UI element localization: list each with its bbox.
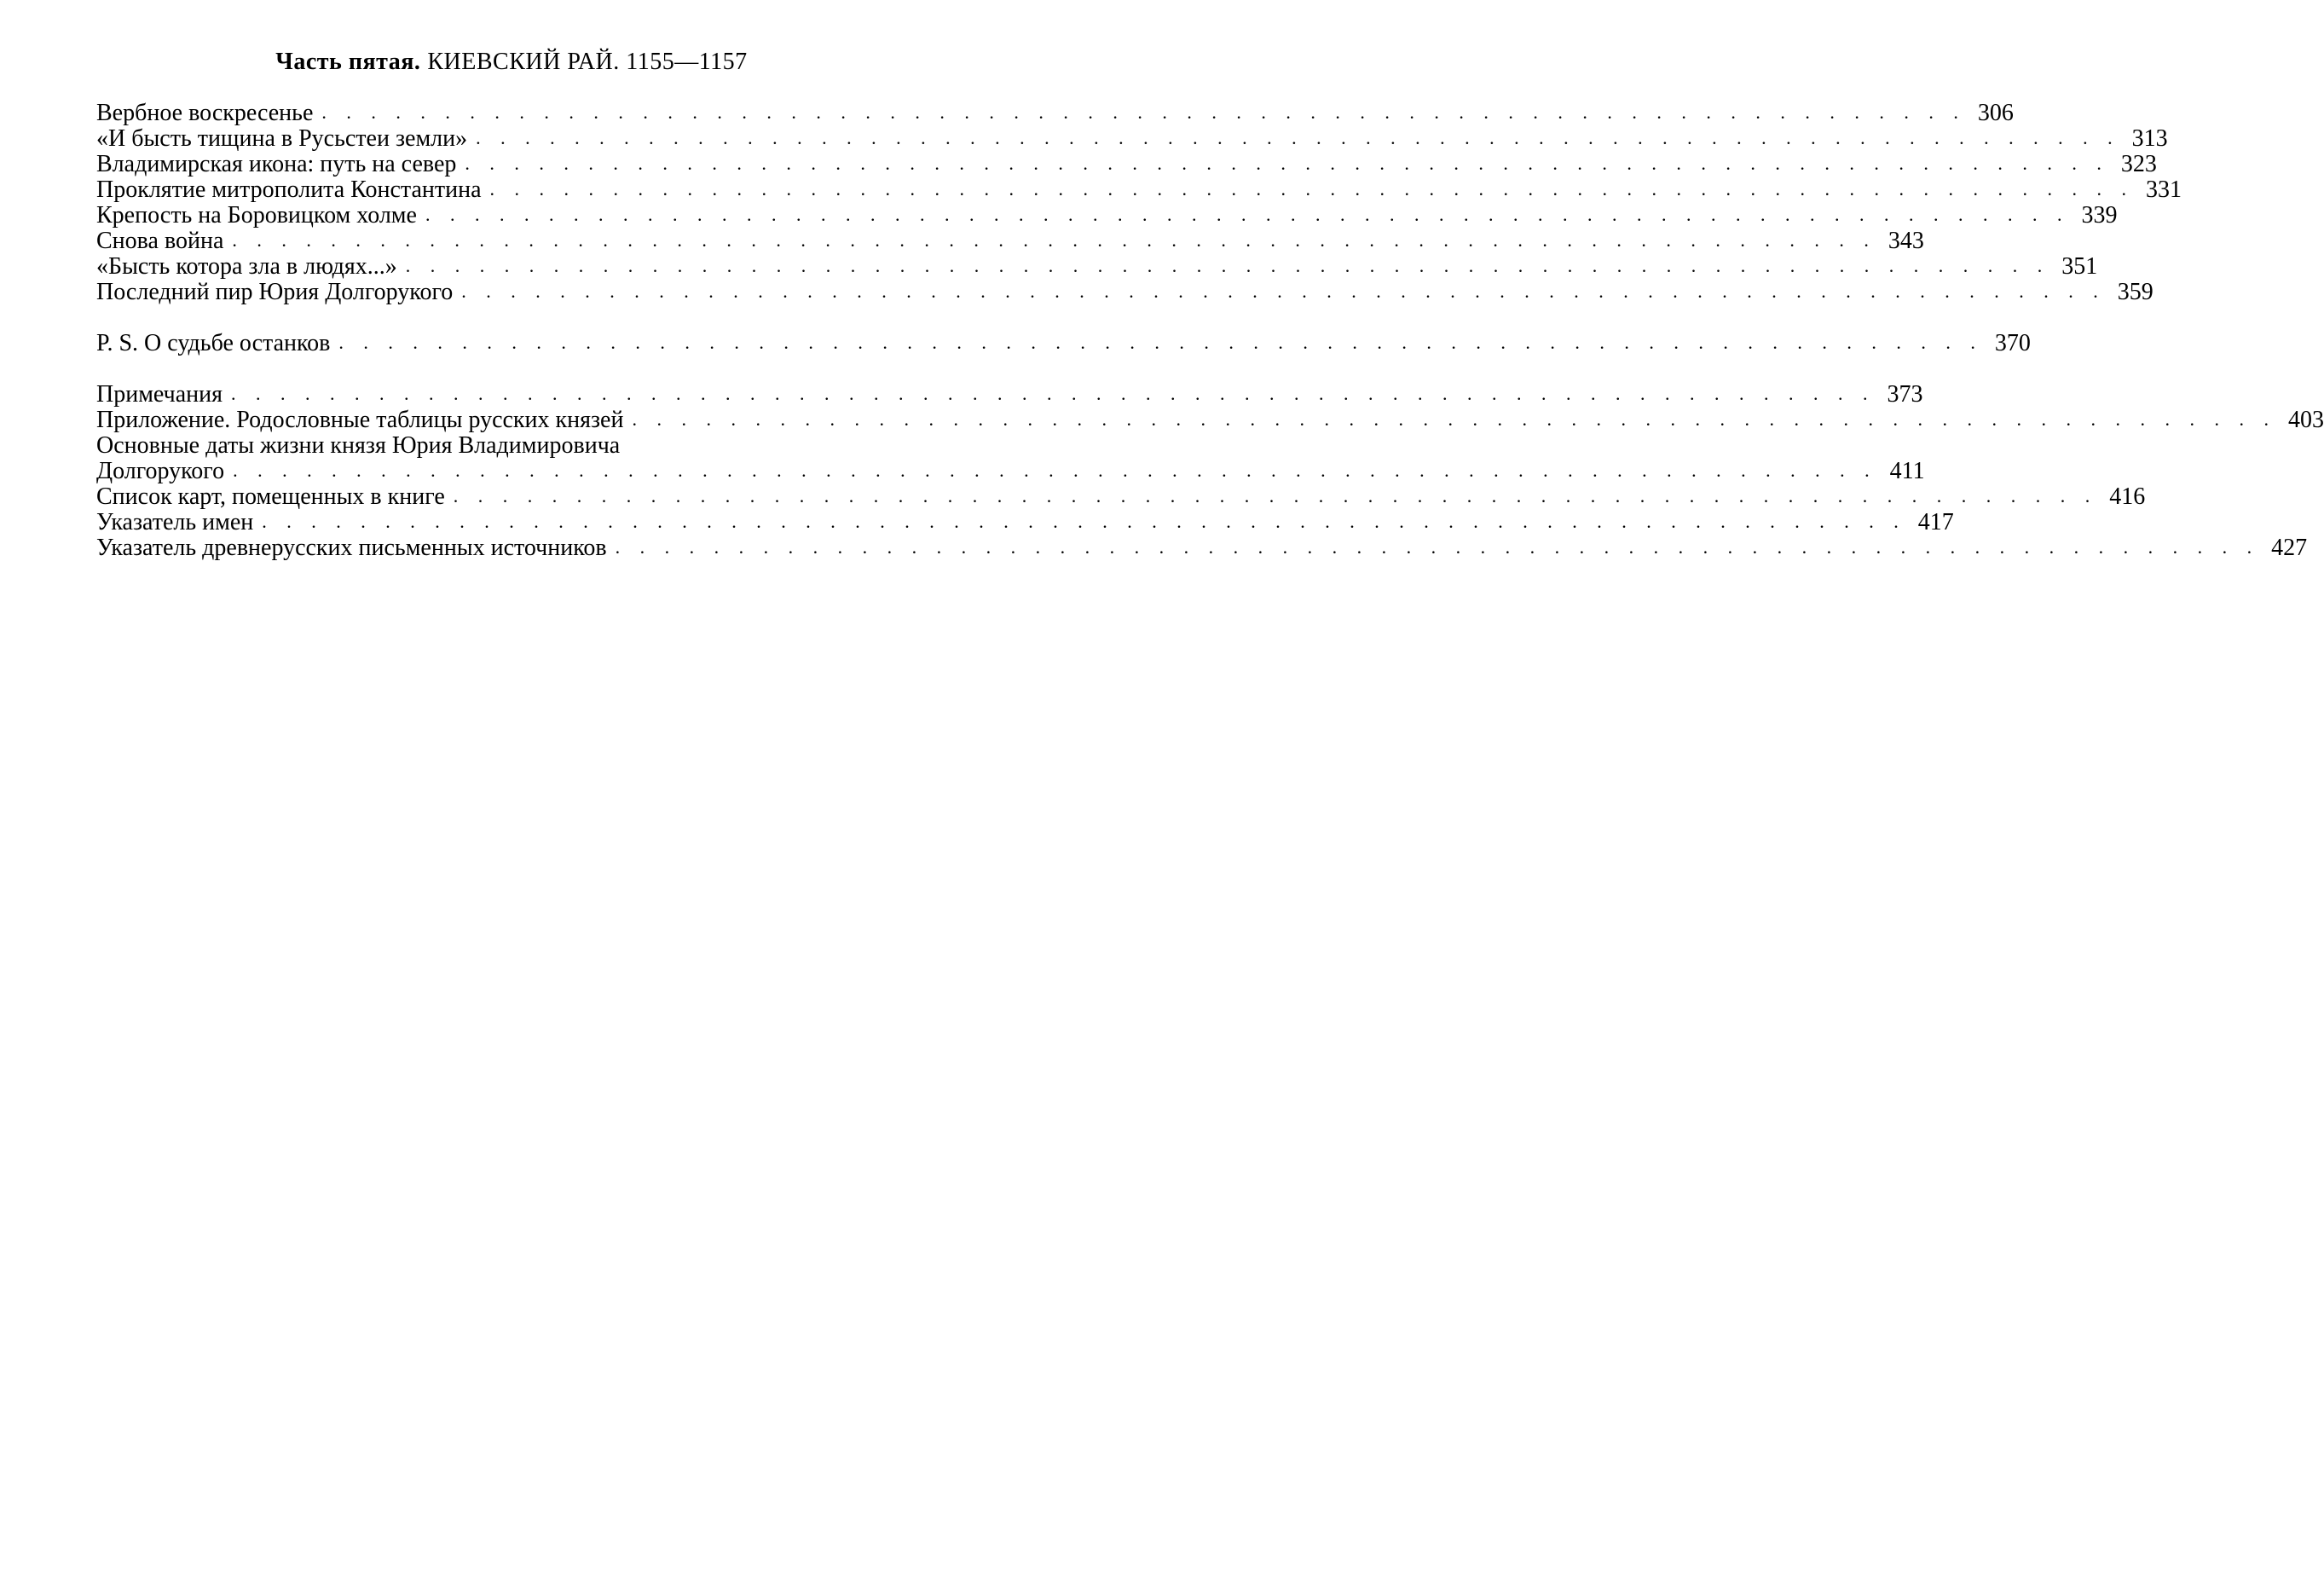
entry-title: Вербное воскресенье [96,100,314,126]
dot-leader: . . . . . . . . . . . . . . . . . . . . . . . . . . . . . . . . . . . . . . . . . . . . . . . . . . . . . . . . . . . . . . . . . . . [321,101,1966,123]
page-number: 359 [2117,279,2153,305]
toc-postscript [96,330,2031,356]
toc-entry[interactable] [96,458,1925,484]
toc-entry[interactable] [96,100,2014,126]
toc-entry[interactable] [96,381,1923,408]
page-number: 373 [1887,381,1923,408]
entry-title: Владимирская икона: путь на север [96,151,457,177]
entry-title: Список карт, помещенных в книге [96,483,445,510]
entry-title: Приложение. Родословные таблицы русских князей [96,407,624,433]
toc-chapters [96,100,2182,305]
dot-leader: . . . . . . . . . . . . . . . . . . . . . . . . . . . . . . . . . . . . . . . . . . . . . . . . . . . . . . . . . . . . . . . . . . . [489,178,2134,200]
toc-entry-title-line[interactable] [96,433,923,459]
dot-leader: . . . . . . . . . . . . . . . . . . . . . . . . . . . . . . . . . . . . . . . . . . . . . . . . . . . . . . . . . . . . . . . . . . . [461,281,2106,302]
dot-leader: . . . . . . . . . . . . . . . . . . . . . . . . . . . . . . . . . . . . . . . . . . . . . . . . . . . . . . . . . . . . . . . . . . . [231,383,1876,404]
dot-leader: . . . . . . . . . . . . . . . . . . . . . . . . . . . . . . . . . . . . . . . . . . . . . . . . . . . . . . . . . . . . . . . . . . . [615,536,2260,558]
entry-title: P. S. О судьбе останков [96,330,331,356]
entry-title: Крепость на Боровицком холме [96,202,417,229]
entry-title: Указатель древнерусских письменных источников [96,535,607,561]
entry-title: Последний пир Юрия Долгорукого [96,279,454,305]
page-number: 339 [2081,202,2118,229]
dot-leader: . . . . . . . . . . . . . . . . . . . . . . . . . . . . . . . . . . . . . . . . . . . . . . . . . . . . . . . . . . . . . . . . . . . [233,460,1877,481]
toc-entry[interactable] [96,509,1954,535]
toc-appendices [96,381,2324,561]
dot-leader: . . . . . . . . . . . . . . . . . . . . . . . . . . . . . . . . . . . . . . . . . . . . . . . . . . . . . . . . . . . . . . . . . . . [632,408,2276,430]
part-heading [0,48,1023,77]
dot-leader: . . . . . . . . . . . . . . . . . . . . . . . . . . . . . . . . . . . . . . . . . . . . . . . . . . . . . . . . . . . . . . . . . . . [232,229,1876,251]
entry-title: Снова война [96,228,224,254]
entry-title: Примечания [96,381,223,408]
entry-title: Проклятие митрополита Константина [96,176,482,203]
entry-title: Основные даты жизни князя Юрия Владимировича [96,432,621,459]
page-number: 427 [2271,535,2308,561]
toc-entry[interactable] [96,483,2146,510]
toc-entry[interactable] [96,330,2031,356]
page-number: 411 [1889,458,1925,484]
page-number: 331 [2146,176,2182,203]
dot-leader: . . . . . . . . . . . . . . . . . . . . . . . . . . . . . . . . . . . . . . . . . . . . . . . . . . . . . . . . . . . . . . . . . . . [453,485,2098,506]
page-number: 323 [2120,151,2157,177]
toc-entry[interactable] [96,279,2153,305]
dot-leader: . . . . . . . . . . . . . . . . . . . . . . . . . . . . . . . . . . . . . . . . . . . . . . . . . . . . . . . . . . . . . . . . . . . [476,127,2120,148]
dot-leader: . . . . . . . . . . . . . . . . . . . . . . . . . . . . . . . . . . . . . . . . . . . . . . . . . . . . . . . . . . . . . . . . . . . [465,153,2109,174]
page-number: 417 [1917,509,1954,535]
toc-entry[interactable] [96,151,2157,177]
toc-entry[interactable] [96,253,2098,280]
dot-leader: . . . . . . . . . . . . . . . . . . . . . . . . . . . . . . . . . . . . . . . . . . . . . . . . . . . . . . . . . . . . . . . . . . . [338,332,1983,353]
entry-title: Долгорукого [96,458,225,484]
page-number: 416 [2109,483,2146,510]
page-number: 343 [1888,228,1924,254]
page-number: 306 [1977,100,2014,126]
dot-leader: . . . . . . . . . . . . . . . . . . . . . . . . . . . . . . . . . . . . . . . . . . . . . . . . . . . . . . . . . . . . . . . . . . . [405,255,2050,276]
toc-entry[interactable] [96,228,1924,254]
part-title: КИЕВСКИЙ РАЙ. 1155—1157 [427,49,748,75]
toc-entry[interactable] [96,535,2308,561]
page-number: 313 [2131,125,2168,152]
table-of-contents [96,100,2324,561]
toc-entry[interactable] [96,202,2118,229]
dot-leader: . . . . . . . . . . . . . . . . . . . . . . . . . . . . . . . . . . . . . . . . . . . . . . . . . . . . . . . . . . . . . . . . . . . [425,204,2070,225]
entry-title: «И бысть тищина в Русьстеи земли» [96,125,468,152]
page-number: 403 [2287,407,2324,433]
toc-entry[interactable] [96,176,2182,203]
entry-title: Указатель имен [96,509,254,535]
toc-entry[interactable] [96,407,2324,433]
toc-entry[interactable] [96,125,2168,152]
page-number: 351 [2061,253,2098,280]
dot-leader: . . . . . . . . . . . . . . . . . . . . . . . . . . . . . . . . . . . . . . . . . . . . . . . . . . . . . . . . . . . . . . . . . . . [262,511,1906,532]
part-label: Часть пятая. [275,49,421,75]
page-number: 370 [1994,330,2031,356]
entry-title: «Бысть котора зла в людях...» [96,253,397,280]
